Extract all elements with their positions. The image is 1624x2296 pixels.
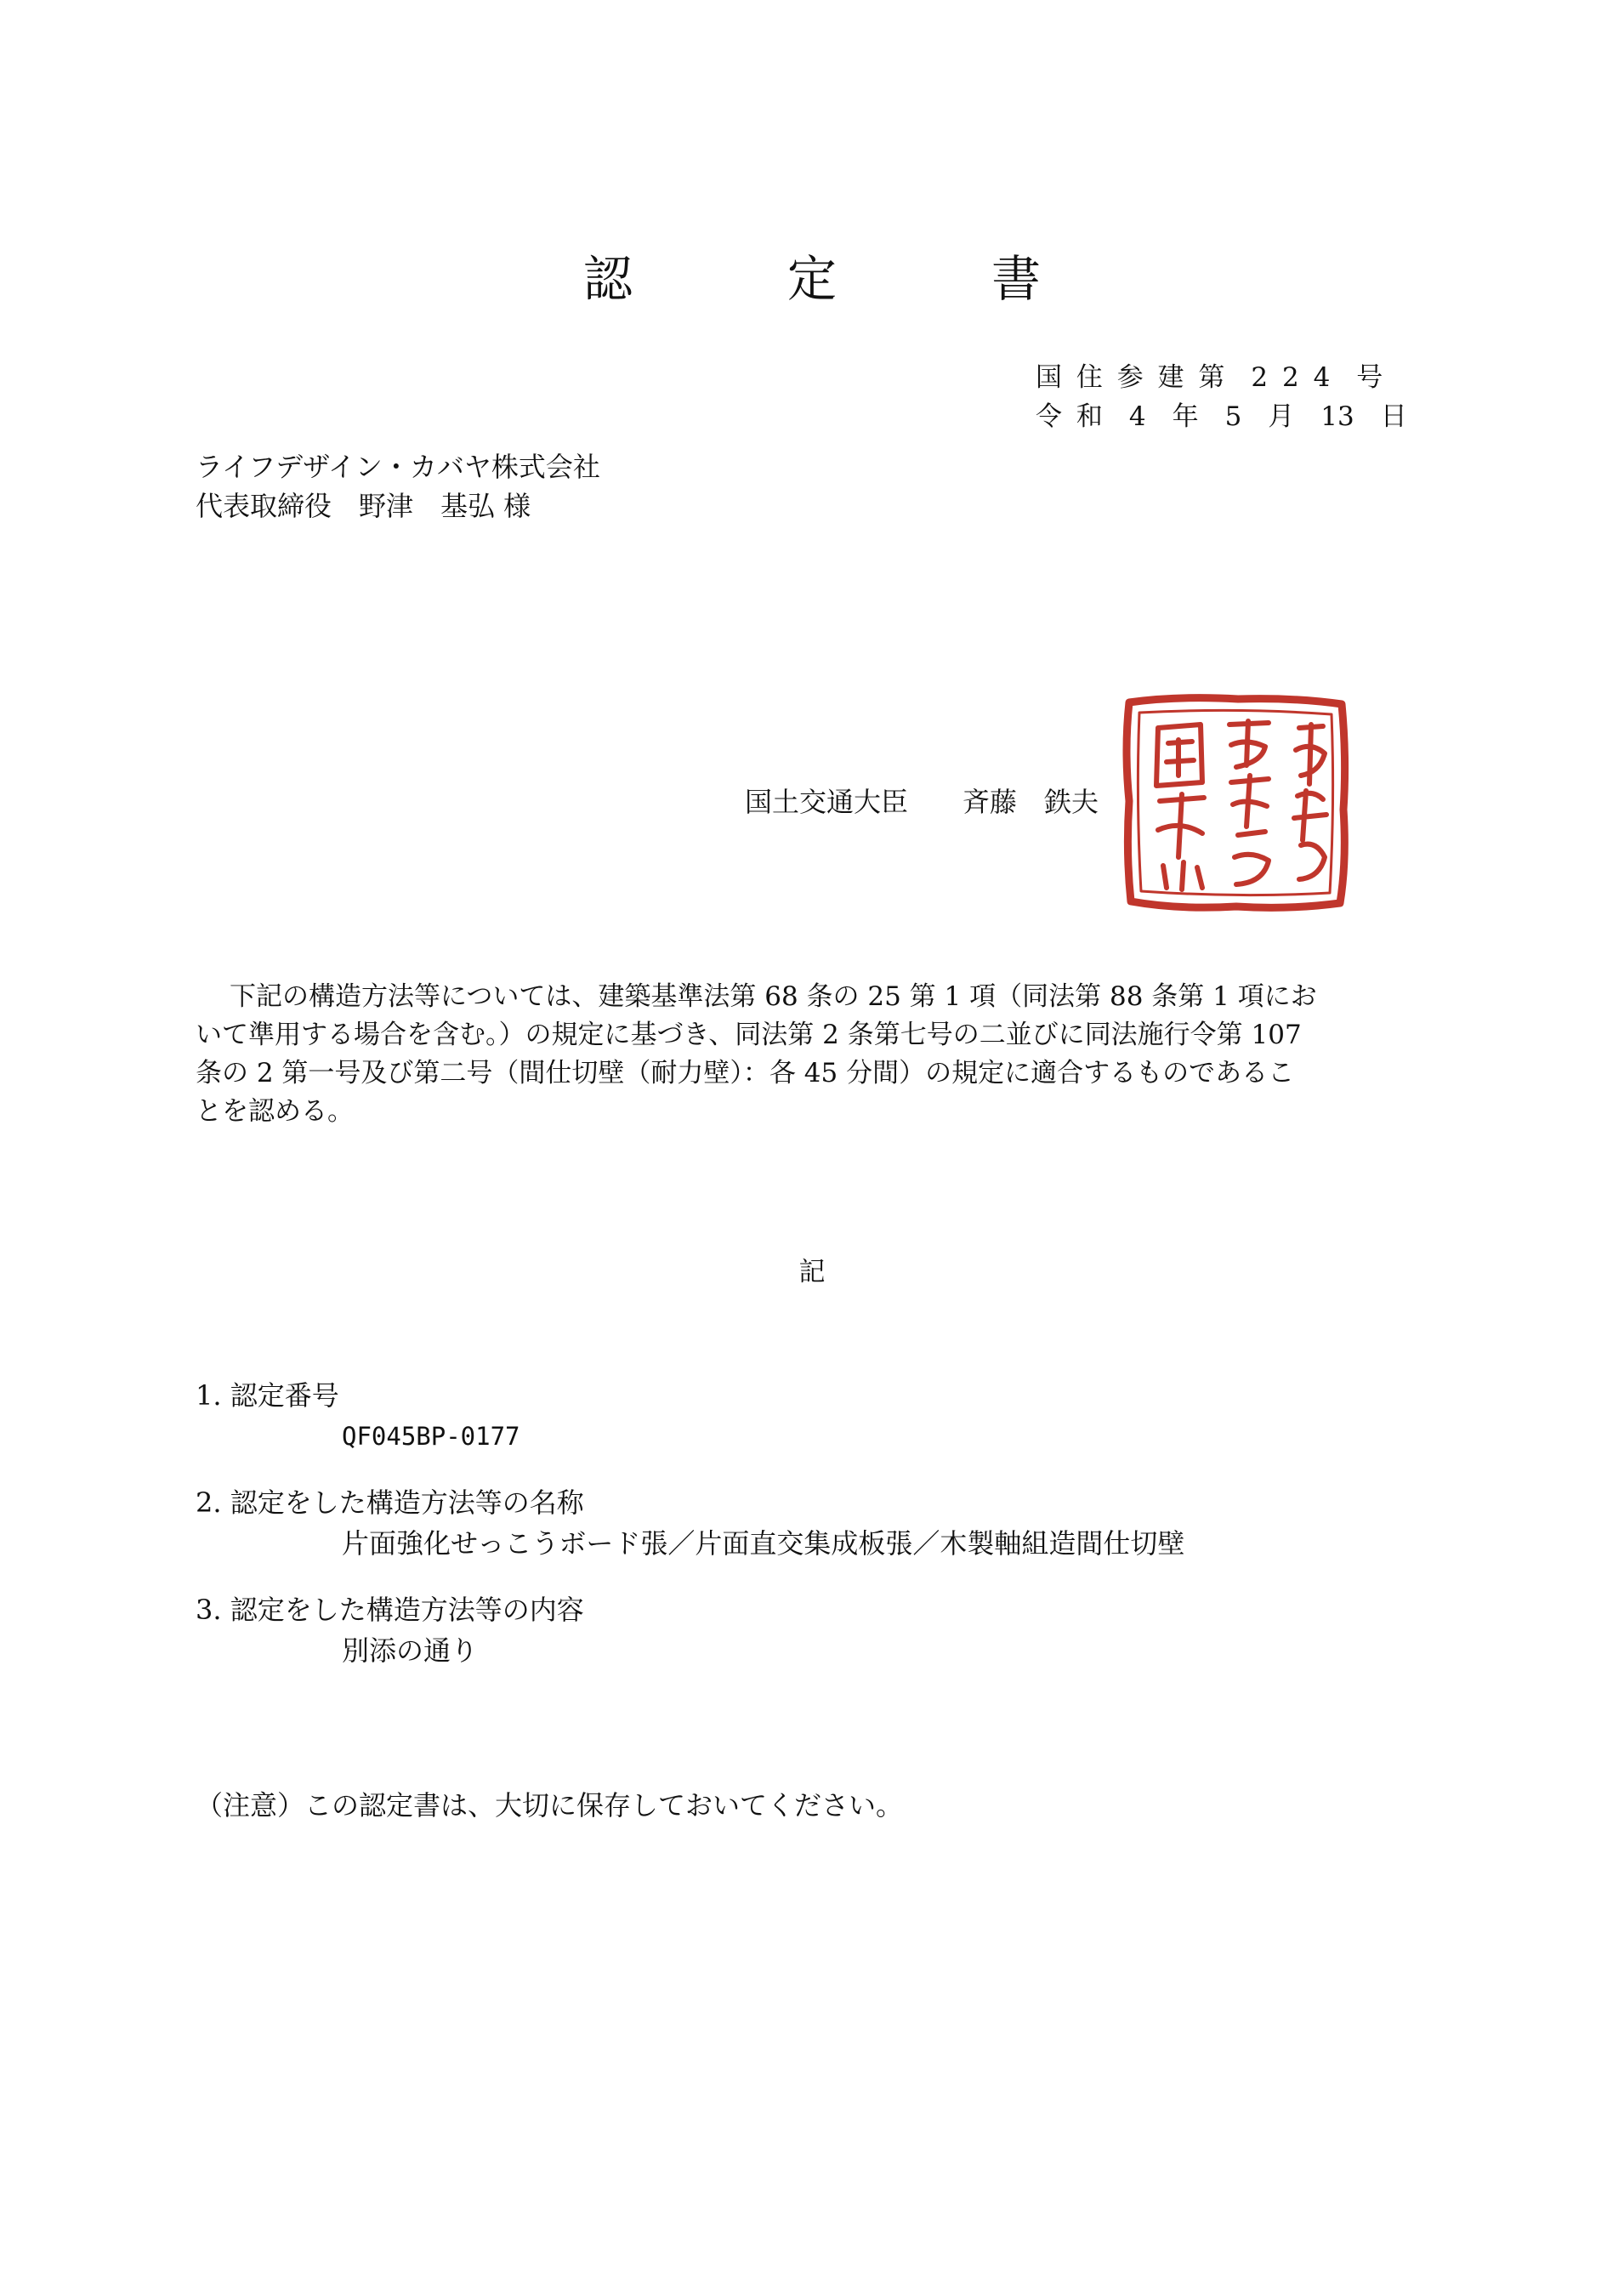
issuer-name: 国土交通大臣 斉藤 鉄夫 (745, 786, 1099, 818)
ki-heading: 記 (798, 1257, 826, 1287)
item-2-heading: 2. 認定をした構造方法等の名称 (196, 1486, 584, 1519)
certification-statement (196, 978, 1413, 1131)
statement-line: 条の 2 第一号及び第二号（間仕切壁（耐力壁）：各 45 分間）の規定に適合するものであるこ (196, 1058, 1295, 1088)
storage-notice: （注意）この認定書は、大切に保存しておいてください。 (196, 1789, 904, 1821)
item-3-value: 別添の通り (342, 1634, 479, 1667)
recipient-company: ライフデザイン・カバヤ株式会社 (196, 451, 600, 483)
item-1-heading: 1. 認定番号 (196, 1379, 339, 1412)
statement-line: とを認める。 (196, 1096, 354, 1127)
document-title: 認 定 書 (582, 250, 1093, 308)
statement-line: 下記の構造方法等については、建築基準法第 68 条の 25 第 1 項（同法第 88 条第 1 項にお (230, 981, 1317, 1012)
statement-line: いて準用する場合を含む。）の規定に基づき、同法第 2 条第七号の二並びに同法施行令第 107 (196, 1020, 1302, 1050)
recipient-person: 代表取締役 野津 基弘 様 (196, 490, 531, 522)
document-number: 国 住 参 建 第 2 2 4 号 (1036, 362, 1383, 393)
item-2-value: 片面強化せっこうボード張／片面直交集成板張／木製軸組造間仕切壁 (342, 1527, 1185, 1560)
official-seal-stamp (1119, 691, 1354, 915)
item-3-heading: 3. 認定をした構造方法等の内容 (196, 1594, 584, 1626)
issue-date: 令 和 4 年 5 月 13 日 (1036, 401, 1407, 432)
item-1-value: QF045BP-0177 (342, 1422, 520, 1451)
